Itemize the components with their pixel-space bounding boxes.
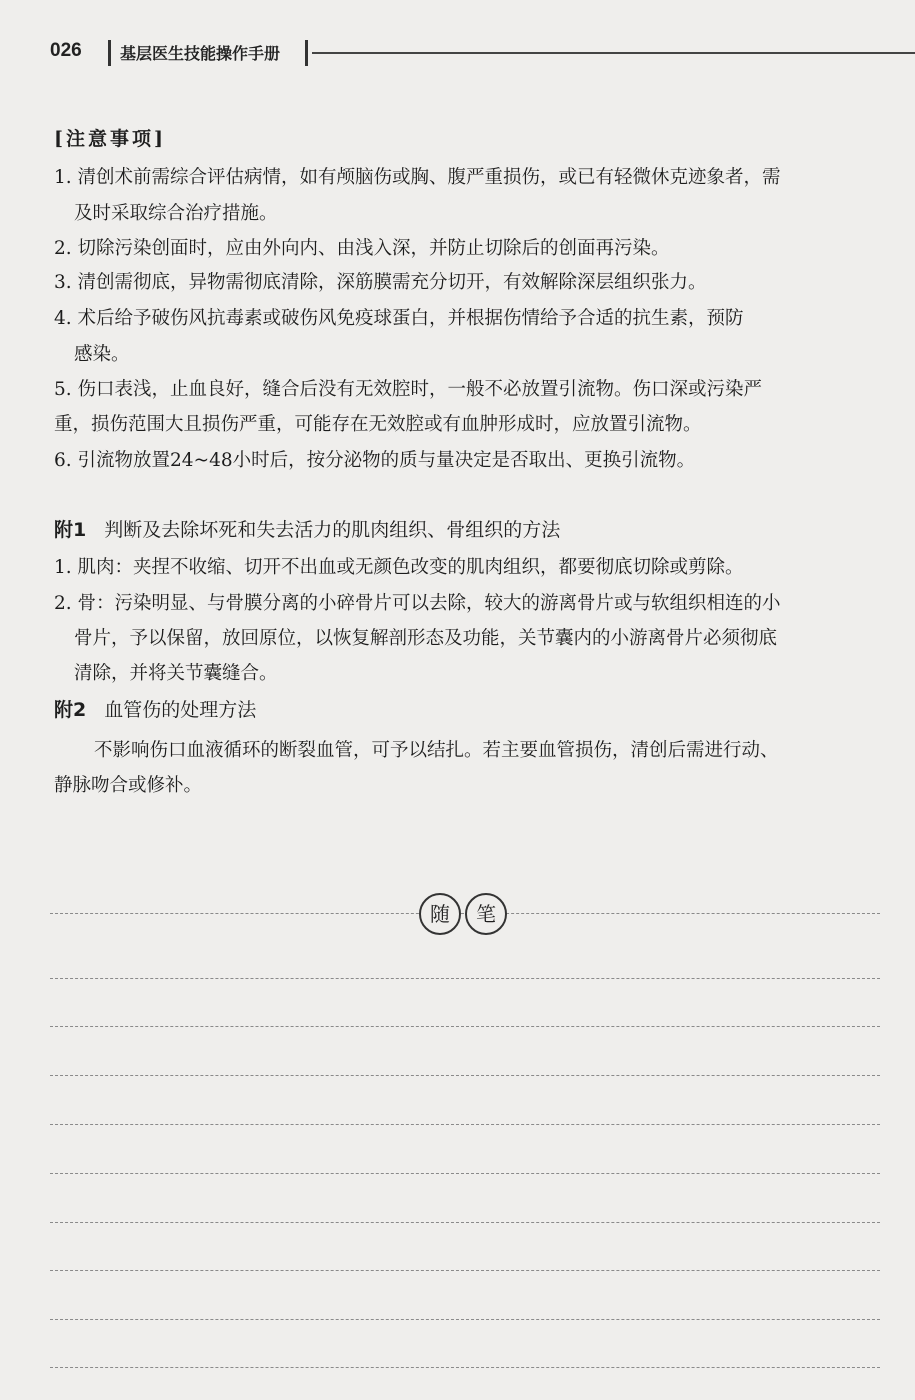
note-line: 2. 切除污染创面时，应由外向内、由浅入深，并防止切除后的创面再污染。 — [54, 238, 670, 259]
writing-line — [50, 1367, 880, 1368]
note-line: 3. 清创需彻底，异物需彻底清除，深筋膜需充分切开，有效解除深层组织张力。 — [54, 272, 707, 293]
writing-line — [50, 1026, 880, 1027]
writing-line — [50, 1124, 880, 1125]
notes-heading: [注意事项] — [54, 128, 166, 150]
note-line: 感染。 — [74, 344, 130, 365]
appendix1-title: 判断及去除坏死和失去活力的肌肉组织、骨组织的方法 — [104, 519, 561, 541]
essay-seal-char: 随 — [419, 893, 461, 935]
writing-line — [50, 1270, 880, 1271]
note-line: 4. 术后给予破伤风抗毒素或破伤风免疫球蛋白，并根据伤情给予合适的抗生素，预防 — [54, 308, 744, 329]
writing-line — [50, 1222, 880, 1223]
page-header — [0, 30, 915, 70]
header-divider — [305, 40, 308, 66]
appendix2-heading — [54, 695, 256, 722]
book-title: 基层医生技能操作手册 — [120, 44, 281, 63]
note-line: 及时采取综合治疗措施。 — [74, 203, 278, 224]
appendix1-label: 附1 — [54, 519, 87, 541]
header-rule — [312, 52, 915, 54]
writing-line — [50, 978, 880, 979]
appendix1-line: 2. 骨：污染明显、与骨膜分离的小碎骨片可以去除，较大的游离骨片或与软组织相连的小 — [54, 593, 781, 614]
appendix2-label: 附2 — [54, 699, 87, 721]
writing-line — [50, 1173, 880, 1174]
writing-line — [50, 1075, 880, 1076]
appendix1-heading — [54, 515, 560, 542]
page-number: 026 — [50, 40, 82, 61]
appendix1-line: 骨片，予以保留，放回原位，以恢复解剖形态及功能，关节囊内的小游离骨片必须彻底 — [74, 628, 778, 649]
writing-line — [50, 1319, 880, 1320]
note-line: 1. 清创术前需综合评估病情，如有颅脑伤或胸、腹严重损伤，或已有轻微休克迹象者，需 — [54, 167, 781, 188]
header-divider — [108, 40, 111, 66]
appendix1-line: 1. 肌肉：夹捏不收缩、切开不出血或无颜色改变的肌肉组织，都要彻底切除或剪除。 — [54, 557, 744, 578]
appendix2-line: 不影响伤口血液循环的断裂血管，可予以结扎。若主要血管损伤，清创后需进行动、 — [94, 740, 779, 761]
appendix2-title: 血管伤的处理方法 — [104, 699, 257, 721]
note-line: 5. 伤口表浅，止血良好，缝合后没有无效腔时，一般不必放置引流物。伤口深或污染严 — [54, 379, 763, 400]
note-line: 6. 引流物放置24~48小时后，按分泌物的质与量决定是否取出、更换引流物。 — [54, 450, 696, 471]
appendix1-line: 清除，并将关节囊缝合。 — [74, 663, 278, 684]
note-line: 重，损伤范围大且损伤严重，可能存在无效腔或有血肿形成时，应放置引流物。 — [54, 414, 702, 435]
appendix2-line: 静脉吻合或修补。 — [54, 775, 203, 796]
essay-seal-char: 笔 — [465, 893, 507, 935]
